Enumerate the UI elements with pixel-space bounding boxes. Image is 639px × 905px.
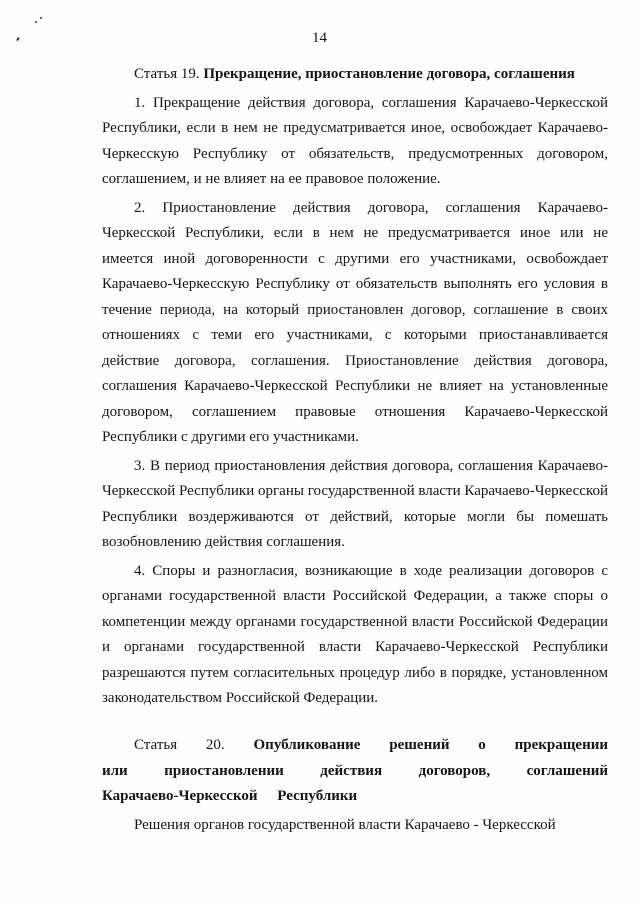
scan-artifact (40, 17, 42, 19)
article-20 (102, 733, 608, 838)
article-19-title: Прекращение, приостановление договора, соглашения (203, 66, 575, 82)
article-19-heading (102, 62, 608, 88)
article-19-paragraph-4: 4. Споры и разногласия, возникающие в ходе реализации договоров с органами государственной власти Российской Федерации, а также споры о компетенции между органами государственной власти Российской Федерации и органами государственной власти Карачаево-Черкесской Республики разрешаются путем согласительных процедур либо в порядке, установленном законодательством Российской Федерации. (102, 562, 608, 706)
article-19-label: Статья 19. (134, 66, 200, 82)
article-19-paragraph-1: 1. Прекращение действия договора, соглашения Карачаево-Черкесской Республики, если в нем не предусматривается иное, освобождает Карачаево-Черкесскую Республику от обязательств, предусмотренных договором, соглашением, и не влияет на ее правовое положение. (102, 94, 608, 187)
page-number: 14 (312, 30, 327, 46)
scan-artifact (35, 21, 37, 23)
article-20-paragraph: Решения органов государственной власти Карачаево - Черкесской (134, 816, 556, 833)
article-20-title: Опубликование решений о прекращении или приостановлении действия договоров, соглашений Карачаево-Черкесской Республики (102, 737, 608, 804)
article-20-label: Статья 20. (134, 737, 225, 753)
article-19 (102, 62, 608, 712)
article-19-paragraph-3: 3. В период приостановления действия договора, соглашения Карачаево-Черкесской Республики органы государственной власти Карачаево-Черкесской Республики воздерживаются от действий, которые могли бы помешать возобновлению действия соглашения. (102, 457, 608, 550)
article-20-heading (102, 733, 608, 810)
article-19-paragraph-2: 2. Приостановление действия договора, соглашения Карачаево-Черкесской Республики, если в нем не предусматривается иное или не имеется иной договоренности с другими его участниками, освобождает Карачаево-Черкесскую Республику от обязательств выполнять его условия в течение периода, на который приостановлен договор, соглашение в своих отношениях с теми его участниками, с которыми приостанавливается действие договора, соглашения. Приостановление действия договора, соглашения Карачаево-Черкесской Республики не влияет на установленные договором, соглашением правовые отношения Карачаево-Черкесской Республики с другими его участниками. (102, 199, 608, 445)
